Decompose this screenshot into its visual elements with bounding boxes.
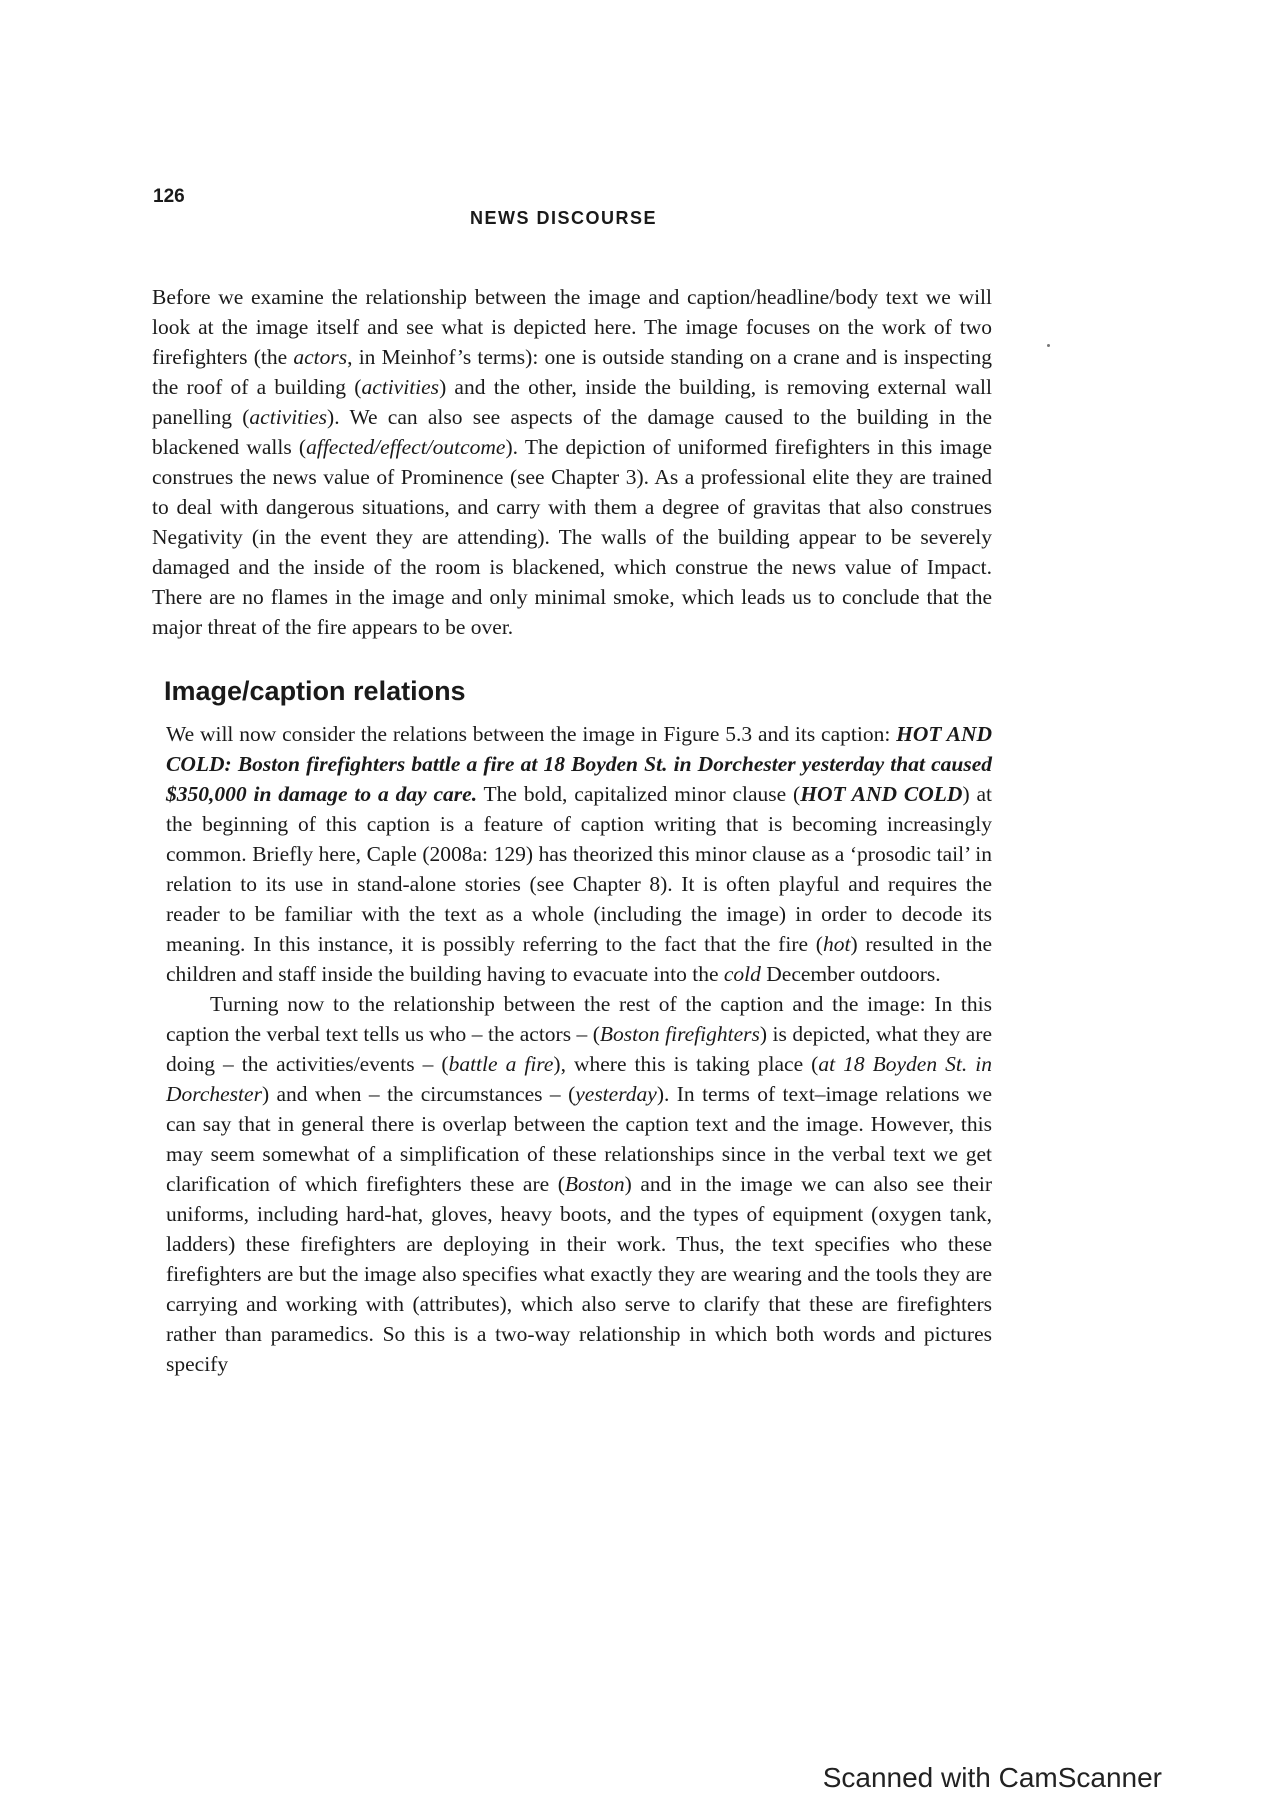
- page-number: 126: [153, 186, 185, 207]
- paragraph-caption-analysis: Turning now to the relationship between the rest of the caption and the image: In this caption the verbal text tells us who – the actors – (Boston firefighters) is depicted, what they are doing – the activities/events – (battle a fire), where this is taking place (at 18 Boyden St. in Dorchester) and when – the circumstances – (yesterday). In terms of text–image relations we can say that in general there is overlap between the caption text and the image. However, this may seem somewhat of a simplification of these relationships since in the verbal text we get clarification of which firefighters these are (Boston) and in the image we can also see their uniforms, including hard-hat, gloves, heavy boots, and the types of equipment (oxygen tank, ladders) these firefighters are deploying in their work. Thus, the text specifies who these firefighters are but the image also specifies what exactly they are wearing and the tools they are carrying and working with (attributes), which also serve to clarify that these are firefighters rather than paramedics. So this is a two-way relationship in which both words and pictures specify: [166, 992, 992, 1376]
- paragraph-image-description: Before we examine the relationship between the image and caption/headline/body text we will look at the image itself and see what is depicted here. The image focuses on the work of two firefighters (the actors, in Meinhof’s terms): one is outside standing on a crane and is inspecting the roof of a building (activities) and the other, inside the building, is removing external wall panelling (activities). We can also see aspects of the damage caused to the building in the blackened walls (affected/effect/outcome). The depiction of uniformed firefighters in this image construes the news value of Prominence (see Chapter 3). As a professional elite they are trained to deal with dangerous situations, and carry with them a degree of gravitas that also construes Negativity (in the event they are attending). The walls of the building appear to be severely damaged and the inside of the room is blackened, which construe the news value of Impact. There are no flames in the image and only minimal smoke, which leads us to conclude that the major threat of the fire appears to be over.: [152, 285, 993, 639]
- scan-speck: [1047, 344, 1050, 347]
- camscanner-watermark: Scanned with CamScanner: [822, 1762, 1162, 1793]
- running-head: NEWS DISCOURSE: [470, 208, 658, 228]
- paragraph-caption-relations: We will now consider the relations between the image in Figure 5.3 and its caption: HOT AND COLD: Boston firefighters battle a fire at 18 Boyden St. in Dorchester yesterday that caused $350,000 in damage to a day care. The bold, capitalized minor clause (HOT AND COLD) at the beginning of this caption is a feature of caption writing that is becoming increasingly common. Briefly here, Caple (2008a: 129) has theorized this minor clause as a ‘prosodic tail’ in relation to its use in stand-alone stories (see Chapter 8). It is often playful and requires the reader to be familiar with the text as a whole (including the image) in order to decode its meaning. In this instance, it is possibly referring to the fact that the fire (hot) resulted in the children and staff inside the building having to evacuate into the cold December outdoors.: [166, 722, 992, 986]
- section-heading: Image/caption relations: [164, 676, 466, 706]
- page-body: [152, 282, 992, 1379]
